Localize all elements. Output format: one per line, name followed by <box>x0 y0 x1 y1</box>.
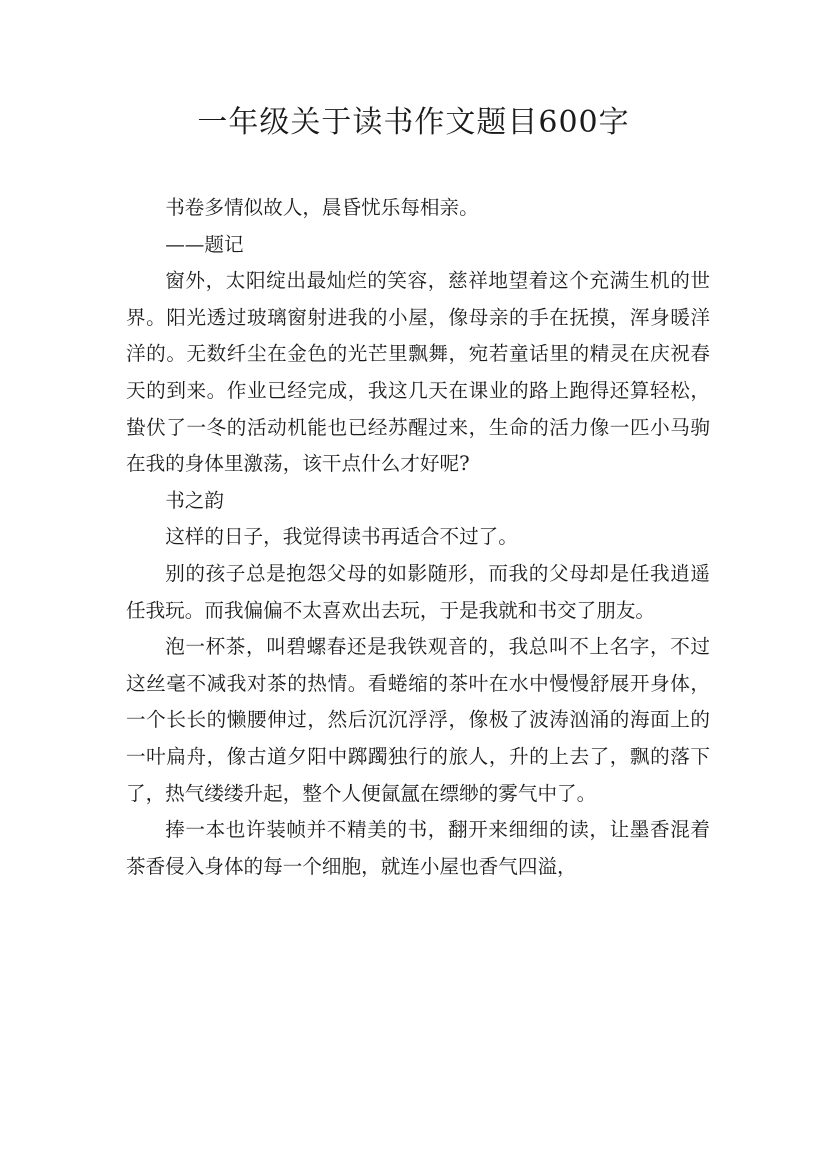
paragraph-epigraph: 书卷多情似故人，晨昏忧乐每相亲。 <box>165 196 479 219</box>
paragraph: 别的孩子总是抱怨父母的如影随形，而我的父母却是任我逍遥任我玩。而我偏偏不太喜欢出去玩，于是我就和书交了朋友。 <box>126 561 710 622</box>
paragraph: 泡一杯茶，叫碧螺春还是我铁观音的，我总叫不上名字，不过这丝毫不减我对茶的热情。看蜷缩的茶叶在水中慢慢舒展开身体，一个长长的懒腰伸过，然后沉沉浮浮，像极了波涛汹涌的海面上的一叶扁舟，像古道夕阳中踯躅独行的旅人，升的上去了，飘的落下了，热气缕缕升起，整个人便氤氲在缥缈的雾气中了。 <box>126 635 710 805</box>
document-body <box>126 190 710 885</box>
document-title: 一年级关于读书作文题目600字 <box>197 105 630 140</box>
section-heading: 书之韵 <box>165 488 224 512</box>
paragraph-epigraph-source: ——题记 <box>165 232 244 256</box>
paragraph: 捧一本也许装帧并不精美的书，翻开来细细的读，让墨香混着茶香侵入身体的每一个细胞，就连小屋也香气四溢， <box>126 818 710 878</box>
paragraph: 这样的日子，我觉得读书再适合不过了。 <box>165 525 518 549</box>
paragraph: 窗外，太阳绽出最灿烂的笑容，慈祥地望着这个充满生机的世界。阳光透过玻璃窗射进我的小屋，像母亲的手在抚摸，浑身暖洋洋的。无数纤尘在金色的光芒里飘舞，宛若童话里的精灵在庆祝春天的到来。作业已经完成，我这几天在课业的路上跑得还算轻松，蛰伏了一冬的活动机能也已经苏醒过来，生命的活力像一匹小马驹在我的身体里激荡，该干点什么才好呢? <box>126 269 710 476</box>
